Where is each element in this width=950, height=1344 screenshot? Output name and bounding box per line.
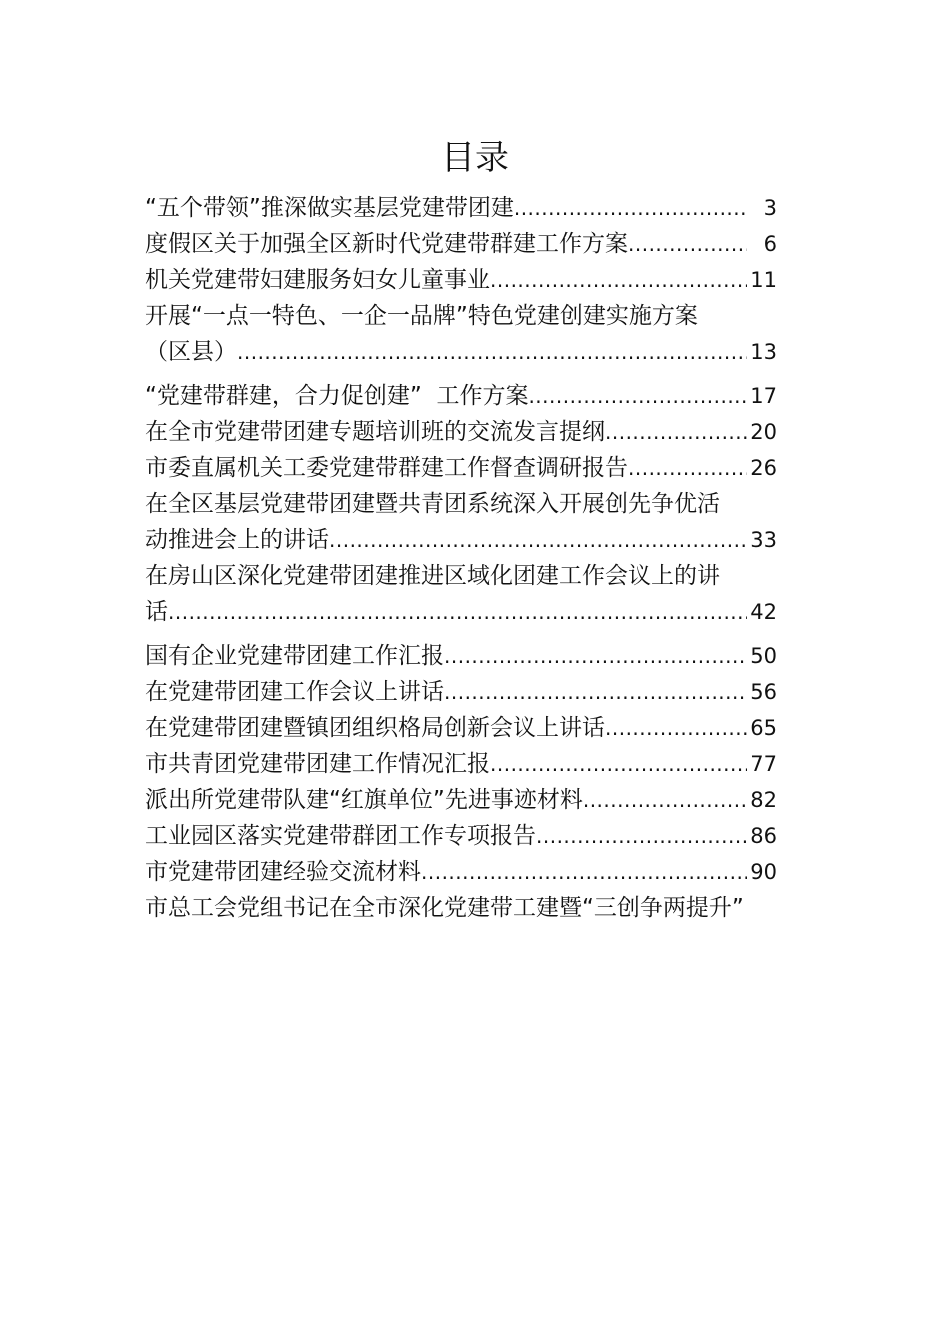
toc-entry-text: 话 — [145, 599, 168, 625]
toc-entry-text-line1: 在房山区深化党建带团建推进区域化团建工作会议上的讲 — [145, 563, 720, 589]
toc-entry[interactable] — [145, 378, 805, 414]
leader-dots — [490, 746, 747, 782]
toc-entry[interactable] — [145, 486, 805, 558]
leader-dots — [237, 334, 747, 370]
toc-entry-text-line1: 在全区基层党建带团建暨共青团系统深入开展创先争优活 — [145, 491, 720, 517]
toc-page-number: 86 — [750, 824, 777, 848]
toc-entry-text: （区县） — [145, 339, 237, 365]
toc-entry[interactable] — [145, 638, 805, 674]
leader-dots — [168, 594, 747, 630]
toc-entry[interactable] — [145, 450, 805, 486]
toc-page-number: 6 — [763, 232, 777, 256]
toc-entry-text: “党建带群建，合力促创建” 工作方案 — [145, 383, 529, 409]
toc-page-number: 50 — [750, 644, 777, 668]
leader-dots — [444, 674, 747, 710]
toc-entry-text: “五个带领”推深做实基层党建带团建 — [145, 195, 514, 221]
toc-entry-text: 市总工会党组书记在全市深化党建带工建暨“三创争两提升” — [145, 895, 744, 921]
toc-entry-text: 国有企业党建带团建工作汇报 — [145, 643, 444, 669]
toc-entry-text: 在党建带团建暨镇团组织格局创新会议上讲话 — [145, 715, 605, 741]
leader-dots — [444, 638, 747, 674]
toc-entry-text: 市党建带团建经验交流材料 — [145, 859, 421, 885]
leader-dots — [583, 782, 747, 818]
toc-entry-text: 市委直属机关工委党建带群建工作督查调研报告 — [145, 455, 628, 481]
toc-entry[interactable] — [145, 782, 805, 818]
toc-page-number: 65 — [750, 716, 777, 740]
toc-entry[interactable] — [145, 414, 805, 450]
leader-dots — [605, 414, 747, 450]
toc-entry[interactable] — [145, 558, 805, 630]
table-of-contents — [145, 190, 805, 926]
toc-entry-text: 工业园区落实党建带群团工作专项报告 — [145, 823, 536, 849]
toc-entry[interactable] — [145, 854, 805, 890]
leader-dots — [628, 450, 747, 486]
toc-entry[interactable] — [145, 226, 805, 262]
toc-entry[interactable] — [145, 890, 805, 926]
leader-dots — [514, 190, 747, 226]
toc-entry[interactable] — [145, 298, 805, 370]
toc-entry-text: 在党建带团建工作会议上讲话 — [145, 679, 444, 705]
leader-dots — [605, 710, 747, 746]
toc-page-number: 77 — [750, 752, 777, 776]
toc-title: 目录 — [441, 138, 509, 178]
leader-dots — [536, 818, 747, 854]
toc-entry[interactable] — [145, 746, 805, 782]
toc-entry-text: 市共青团党建带团建工作情况汇报 — [145, 751, 490, 777]
toc-page-number: 33 — [750, 528, 777, 552]
toc-entry[interactable] — [145, 674, 805, 710]
toc-entry[interactable] — [145, 818, 805, 854]
toc-page-number: 26 — [750, 456, 777, 480]
toc-entry[interactable] — [145, 190, 805, 226]
toc-page-number: 20 — [750, 420, 777, 444]
toc-page-number: 17 — [750, 384, 777, 408]
leader-dots — [490, 262, 747, 298]
toc-page-number: 11 — [750, 268, 777, 292]
toc-entry[interactable] — [145, 710, 805, 746]
toc-entry[interactable] — [145, 262, 805, 298]
toc-entry-text: 派出所党建带队建“红旗单位”先进事迹材料 — [145, 787, 583, 813]
toc-entry-text: 度假区关于加强全区新时代党建带群建工作方案 — [145, 231, 628, 257]
toc-page-number: 90 — [750, 860, 777, 884]
leader-dots — [421, 854, 747, 890]
toc-page-number: 82 — [750, 788, 777, 812]
toc-page-number: 13 — [750, 340, 777, 364]
leader-dots — [528, 378, 747, 414]
toc-entry-text: 机关党建带妇建服务妇女儿童事业 — [145, 267, 490, 293]
leader-dots — [628, 226, 747, 262]
toc-entry-text: 动推进会上的讲话 — [145, 527, 329, 553]
toc-entry-text-line1: 开展“一点一特色、一企一品牌”特色党建创建实施方案 — [145, 303, 698, 329]
toc-page-number: 3 — [763, 196, 777, 220]
toc-page-number: 56 — [750, 680, 777, 704]
leader-dots — [329, 522, 747, 558]
toc-entry-text: 在全市党建带团建专题培训班的交流发言提纲 — [145, 419, 605, 445]
toc-page-number: 42 — [750, 600, 777, 624]
